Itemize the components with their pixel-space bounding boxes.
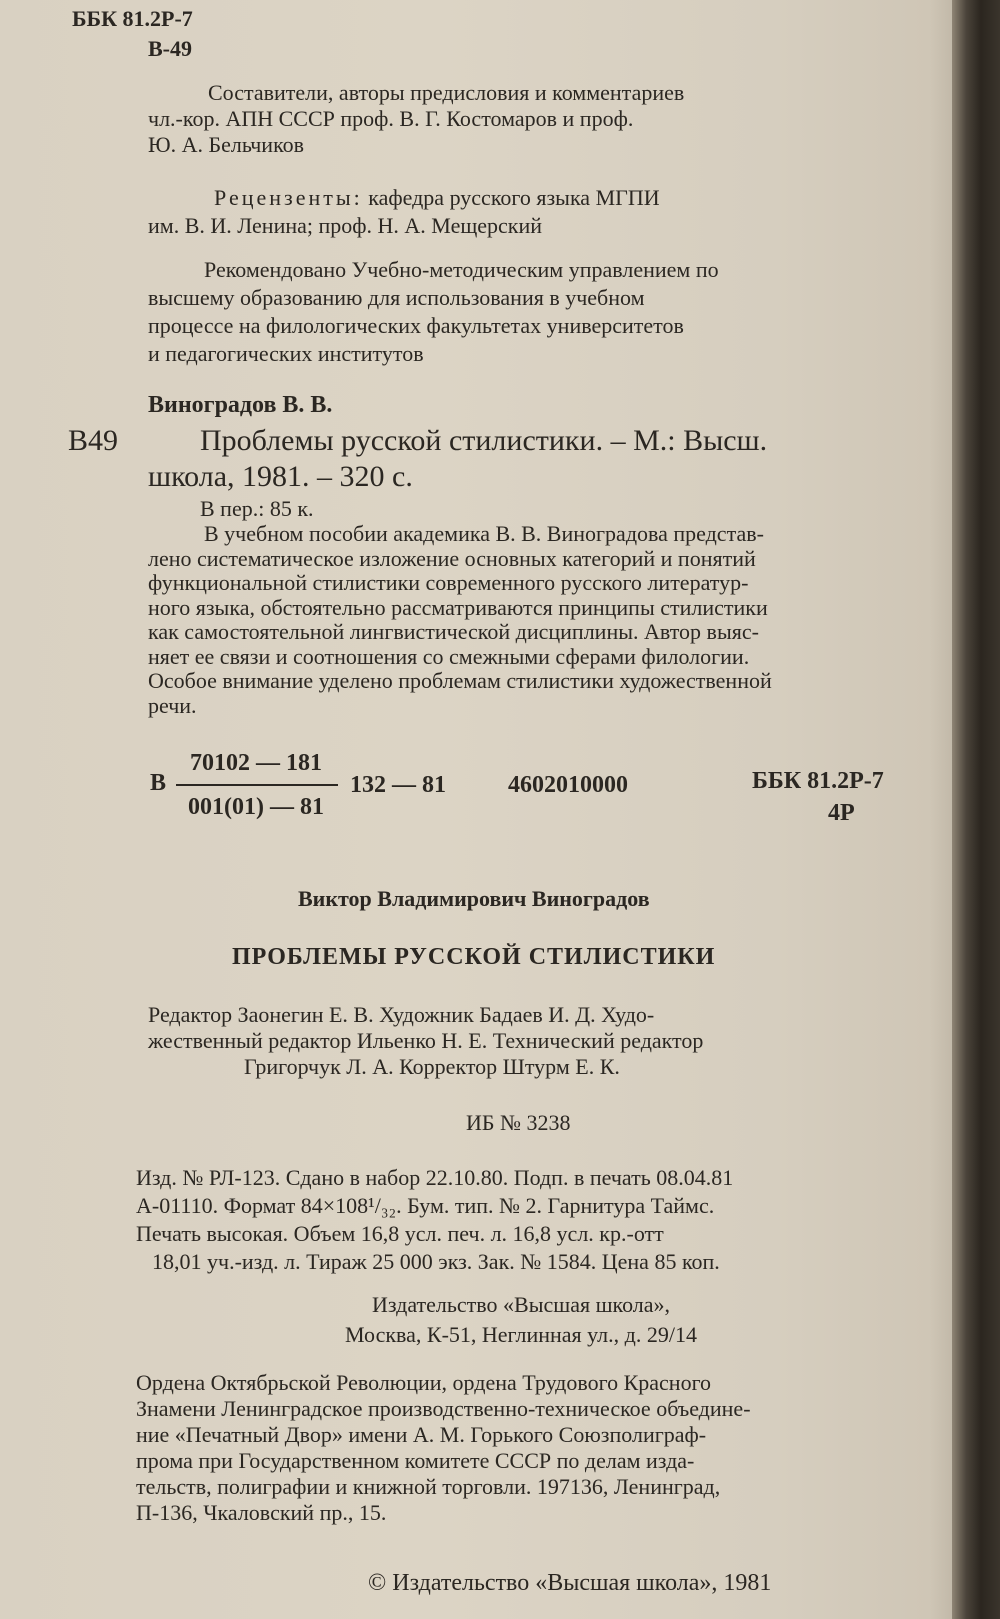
- annotation-line: Особое внимание уделено проблемам стилистики художественной: [148, 668, 772, 693]
- catalog-author: Виноградов В. В.: [148, 392, 333, 418]
- formula-numerator: 70102 — 181: [190, 750, 322, 776]
- colophon-title: ПРОБЛЕМЫ РУССКОЙ СТИЛИСТИКИ: [232, 944, 716, 970]
- compilers-block: [148, 80, 908, 158]
- print-line: 18,01 уч.-изд. л. Тираж 25 000 экз. Зак. № 1584. Цена 85 коп.: [152, 1249, 720, 1274]
- printer-line: Ордена Октябрьской Революции, ордена Трудового Красного: [136, 1370, 712, 1395]
- catalog-title-line2: школа, 1981. – 320 с.: [148, 460, 413, 493]
- compilers-line: Составители, авторы предисловия и комментариев: [208, 80, 685, 105]
- catalog-index: В49: [68, 424, 119, 457]
- printer-line: тельств, полиграфии и книжной торговли. 197136, Ленинград,: [136, 1474, 721, 1499]
- colophon-copyright: © Издательство «Высшая школа», 1981: [368, 1570, 772, 1596]
- compilers-line: Ю. А. Бельчиков: [148, 132, 305, 157]
- annotation-line: ного языка, обстоятельно рассматриваются принципы стилистики: [148, 594, 768, 620]
- reviewers-line: им. В. И. Ленина; проф. Н. А. Мещерский: [148, 213, 543, 238]
- annotation-line: как самостоятельной лингвистической дисциплины. Автор выяс-: [148, 619, 759, 644]
- catalog-title-line1: Проблемы русской стилистики. – М.: Высш.: [200, 424, 768, 457]
- formula-prefix: В: [150, 770, 167, 796]
- print-line: Изд. № РЛ-123. Сдано в набор 22.10.80. Подп. в печать 08.04.81: [136, 1165, 734, 1190]
- staff-line: жественный редактор Ильенко Н. Е. Технический редактор: [148, 1028, 704, 1053]
- formula-bbk2: 4Р: [828, 800, 855, 826]
- recommendation-line: высшему образованию для использования в учебном: [148, 285, 645, 310]
- publisher-line: Москва, К-51, Неглинная ул., д. 29/14: [345, 1322, 697, 1347]
- formula-fraction-rule: [176, 784, 338, 786]
- compilers-line: чл.-кор. АПН СССР проф. В. Г. Костомаров и проф.: [148, 106, 634, 131]
- formula-number: 4602010000: [508, 772, 628, 798]
- staff-line: Григорчук Л. А. Корректор Штурм Е. К.: [244, 1054, 620, 1079]
- annotation-line: няет ее связи и соотношения со смежными сферами филологии.: [148, 643, 750, 669]
- reviewers-label: Рецензенты:: [214, 185, 363, 210]
- staff-line: Редактор Заонегин Е. В. Художник Бадаев И. Д. Худо-: [148, 1002, 655, 1027]
- printer-line: Знамени Ленинградское производственно-техническое объедине-: [136, 1396, 751, 1421]
- colophon-printer: [136, 1370, 906, 1526]
- colophon-author: Виктор Владимирович Виноградов: [298, 886, 650, 911]
- printer-line: П-136, Чкаловский пр., 15.: [136, 1500, 387, 1525]
- colophon-publisher: [136, 1290, 906, 1350]
- annotation-line: речи.: [148, 692, 197, 718]
- annotation-line: лено систематическое изложение основных категорий и понятий: [148, 545, 756, 571]
- header-bbk: ББК 81.2Р-7: [72, 6, 193, 31]
- annotation-line: функциональной стилистики современного русского литератур-: [148, 570, 749, 595]
- annotation-line: В учебном пособии академика В. В. Виноградова представ-: [204, 521, 764, 546]
- printer-line: ние «Печатный Двор» имени А. М. Горького Союзполиграф-: [136, 1422, 707, 1447]
- publisher-line: Издательство «Высшая школа»,: [371, 1292, 671, 1317]
- catalog-annotation: [148, 522, 908, 718]
- recommendation-line: процессе на филологических факультетах университетов: [148, 313, 684, 338]
- reviewers-block: [148, 184, 908, 240]
- colophon-ib: ИБ № 3238: [466, 1110, 571, 1135]
- print-line: Печать высокая. Объем 16,8 усл. печ. л. 16,8 усл. кр.-отт: [136, 1221, 664, 1246]
- recommendation-block: [148, 256, 908, 368]
- recommendation-line: и педагогических институтов: [148, 341, 424, 366]
- formula-denominator: 001(01) — 81: [188, 794, 324, 820]
- reviewers-dept: кафедра русского языка МГПИ: [368, 185, 660, 210]
- print-line: А-01110. Формат 84×108¹/₃₂. Бум. тип. № 2. Гарнитура Таймс.: [136, 1193, 715, 1218]
- catalog-price: В пер.: 85 к.: [200, 496, 314, 521]
- colophon-staff: [148, 1002, 908, 1080]
- formula-bbk: ББК 81.2Р-7: [752, 768, 884, 794]
- recommendation-line: Рекомендовано Учебно-методическим управлением по: [204, 257, 719, 282]
- header-code: В-49: [148, 36, 192, 61]
- colophon-print-details: [136, 1164, 906, 1276]
- printer-line: прома при Государственном комитете СССР по делам изда-: [136, 1448, 695, 1473]
- page-edge-shadow: [952, 0, 1000, 1619]
- formula-plan: 132 — 81: [350, 772, 446, 798]
